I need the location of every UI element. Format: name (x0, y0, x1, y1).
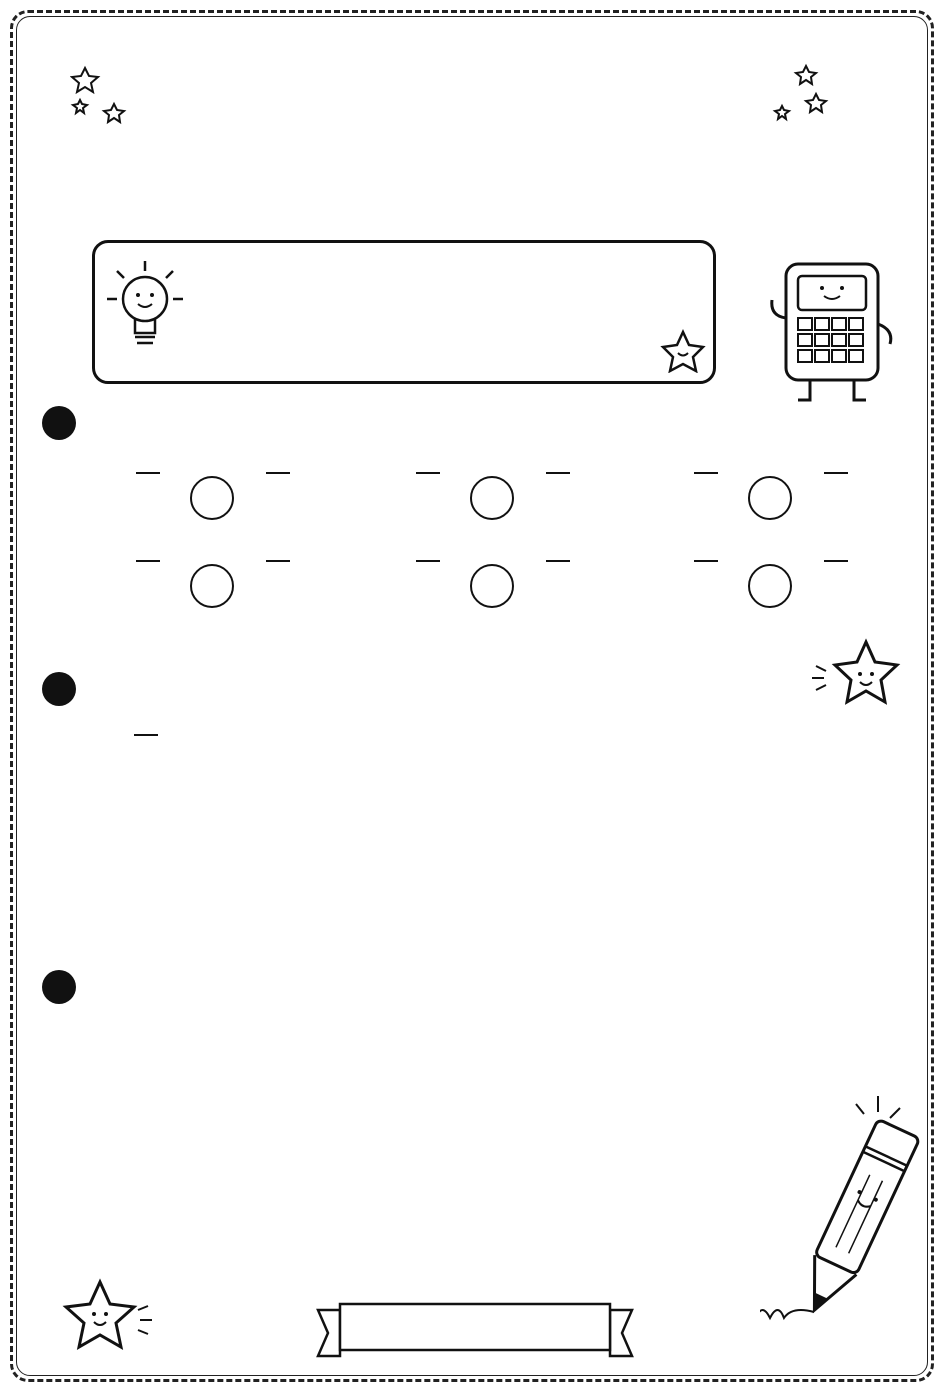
fraction-right (824, 558, 848, 564)
fraction-left (416, 470, 440, 476)
fraction-right (824, 470, 848, 476)
sparkle-stars-icon (70, 60, 130, 130)
grade-banner (316, 1300, 634, 1358)
fraction-bar (694, 472, 718, 474)
fraction-right (546, 470, 570, 476)
section-2-number (42, 672, 76, 706)
fraction-left (694, 558, 718, 564)
fraction-bar (694, 560, 718, 562)
smiling-star-icon (56, 1276, 156, 1362)
fraction-left (694, 470, 718, 476)
fraction-bar (546, 560, 570, 562)
fraction-bar (824, 560, 848, 562)
fraction-right (546, 558, 570, 564)
fraction-bar (134, 734, 158, 736)
worksheet-title (60, 30, 884, 250)
tip-box (92, 240, 716, 384)
fraction-bar (416, 560, 440, 562)
answer-circle[interactable] (190, 476, 234, 520)
fraction-left (136, 470, 160, 476)
answer-circle[interactable] (470, 564, 514, 608)
answer-circle[interactable] (748, 564, 792, 608)
fraction-bar (416, 472, 440, 474)
lightbulb-icon (101, 253, 185, 363)
fraction-bar (824, 472, 848, 474)
fraction-bar (136, 472, 160, 474)
pencil-icon (760, 1090, 930, 1340)
fraction-left (416, 558, 440, 564)
fraction-right (266, 558, 290, 564)
smiling-star-icon (806, 636, 914, 720)
section-3-number (42, 970, 76, 1004)
calculator-icon (758, 258, 908, 414)
fraction-left (136, 558, 160, 564)
fraction-right (266, 470, 290, 476)
sparkle-stars-icon (770, 60, 830, 130)
ribbon-icon (316, 1300, 634, 1358)
section-1-number (42, 406, 76, 440)
fraction-bar (266, 472, 290, 474)
star-icon (659, 329, 707, 373)
answer-circle[interactable] (470, 476, 514, 520)
fraction-bar (266, 560, 290, 562)
given-fraction (134, 732, 158, 738)
fraction-bar (136, 560, 160, 562)
fraction-bar (546, 472, 570, 474)
answer-circle[interactable] (748, 476, 792, 520)
answer-circle[interactable] (190, 564, 234, 608)
